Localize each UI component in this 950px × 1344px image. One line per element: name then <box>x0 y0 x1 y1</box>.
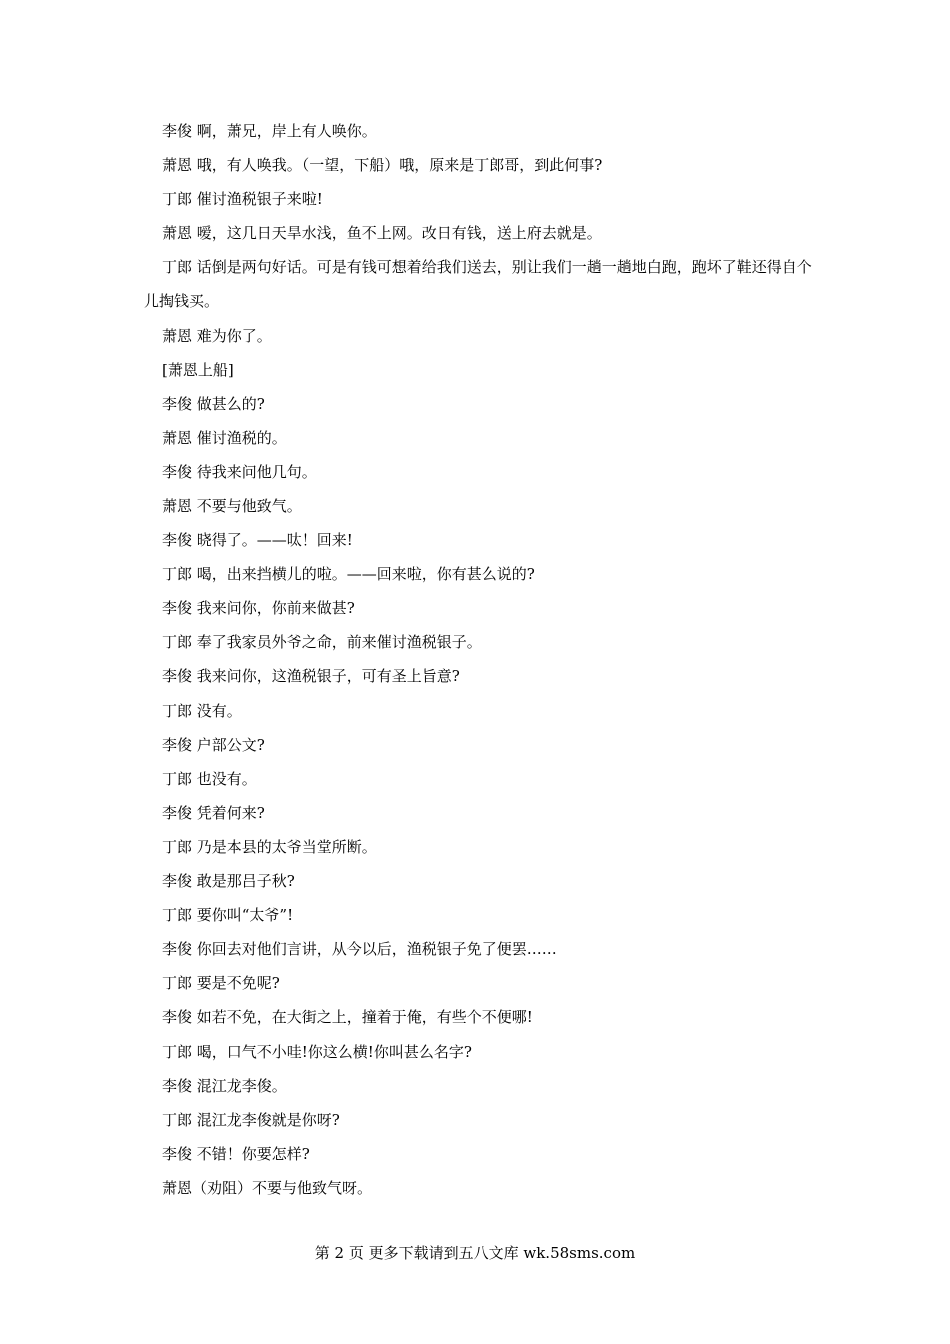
dialogue-line: 李俊 不错！你要怎样? <box>162 1145 310 1163</box>
dialogue-line: 萧恩 嗳，这几日天旱水浅，鱼不上网。改日有钱，送上府去就是。 <box>162 224 602 242</box>
page-footer: 第 2 页 更多下载请到五八文库 wk.58sms.com <box>314 1244 636 1262</box>
dialogue-line: 萧恩 不要与他致气。 <box>162 497 302 515</box>
dialogue-line: 丁郎 混江龙李俊就是你呀? <box>162 1111 340 1129</box>
dialogue-line: 丁郎 喝，口气不小哇!你这么横!你叫甚么名字? <box>162 1043 472 1061</box>
dialogue-line: 李俊 做甚么的? <box>162 395 265 413</box>
dialogue-line: 萧恩 哦，有人唤我。（一望，下船）哦，原来是丁郎哥，到此何事? <box>162 156 603 174</box>
dialogue-line: 李俊 敢是那吕子秋? <box>162 872 295 890</box>
dialogue-line: 丁郎 要你叫“太爷”! <box>162 906 294 924</box>
dialogue-line: 丁郎 话倒是两句好话。可是有钱可想着给我们送去，别让我们一趟一趟地白跑，跑坏了鞋还得自个儿掏钱买。 <box>144 258 812 310</box>
dialogue-line: 丁郎 没有。 <box>162 702 242 720</box>
dialogue-line: 丁郎 要是不免呢? <box>162 974 280 992</box>
dialogue-line: 李俊 啊，萧兄，岸上有人唤你。 <box>162 122 377 140</box>
dialogue-line: 李俊 混江龙李俊。 <box>162 1077 287 1095</box>
dialogue-line: 李俊 晓得了。——呔！回来! <box>162 531 353 549</box>
dialogue-line: 李俊 你回去对他们言讲，从今以后，渔税银子免了便罢…… <box>162 940 557 958</box>
dialogue-line: 丁郎 也没有。 <box>162 770 257 788</box>
dialogue-line: 萧恩 难为你了。 <box>162 327 272 345</box>
dialogue-line: 李俊 待我来问他几句。 <box>162 463 317 481</box>
dialogue-line: 丁郎 乃是本县的太爷当堂所断。 <box>162 838 377 856</box>
dialogue-line: 李俊 我来问你，这渔税银子，可有圣上旨意? <box>162 667 460 685</box>
dialogue-line: 李俊 凭着何来? <box>162 804 265 822</box>
stage-direction: [萧恩上船] <box>162 361 234 379</box>
dialogue-line: 萧恩 催讨渔税的。 <box>162 429 287 447</box>
dialogue-line: 李俊 户部公文? <box>162 736 265 754</box>
dialogue-line: 李俊 我来问你，你前来做甚? <box>162 599 355 617</box>
dialogue-line: 丁郎 喝，出来挡横儿的啦。——回来啦，你有甚么说的? <box>162 565 535 583</box>
dialogue-line: 丁郎 催讨渔税银子来啦! <box>162 190 323 208</box>
dialogue-line: 萧恩（劝阻）不要与他致气呀。 <box>162 1179 373 1197</box>
dialogue-line: 丁郎 奉了我家员外爷之命，前来催讨渔税银子。 <box>162 633 482 651</box>
dialogue-line: 李俊 如若不免，在大街之上，撞着于俺，有些个不便哪! <box>162 1008 533 1026</box>
